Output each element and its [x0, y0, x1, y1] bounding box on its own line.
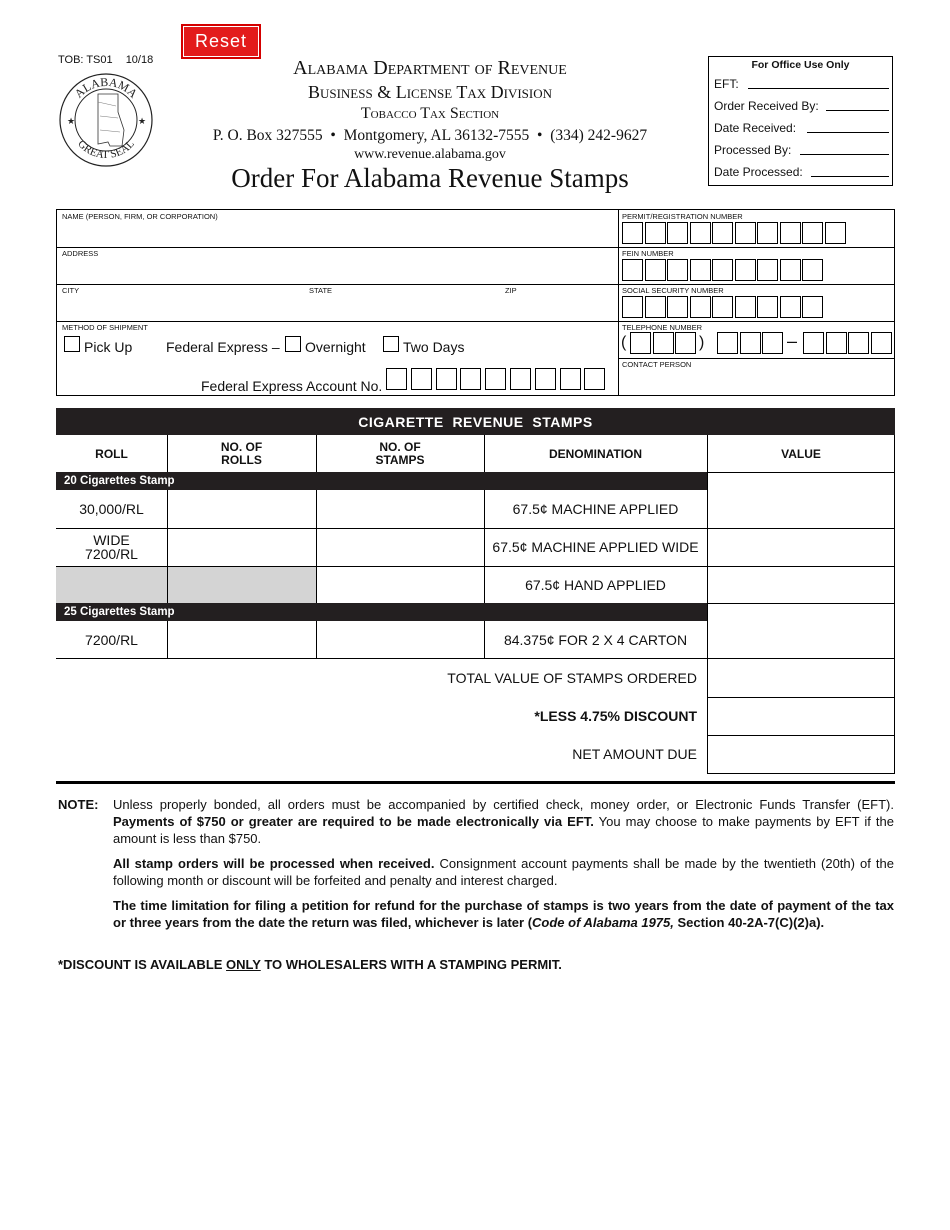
section-name: Tobacco Tax Section [360, 105, 500, 122]
fedex-account-label: Federal Express Account No. [201, 378, 383, 394]
pickup-label: Pick Up [84, 339, 133, 355]
divider [56, 781, 895, 784]
ssn-digit-box[interactable] [757, 296, 778, 318]
row1-value-input[interactable] [708, 473, 894, 528]
phone-line-digit-box[interactable] [871, 332, 892, 354]
svg-text:★: ★ [138, 116, 147, 126]
ssn-digit-box[interactable] [622, 296, 643, 318]
reset-button[interactable]: Reset [181, 24, 261, 59]
note-paragraph-3: The time limitation for filing a petition for refund for the purchase of stamps is two years from the date of payment of the tax or three years from the date the return was filed, whichever is later (Code of Alabama 1975, Section 40-2A-7(C)(2)a). [113, 898, 894, 930]
form-number: TOB: TS01 [58, 54, 113, 66]
row1-denomination: 67.5¢ MACHINE APPLIED [512, 501, 679, 517]
website: www.revenue.alabama.gov [354, 147, 506, 162]
permit-digit-box[interactable] [667, 222, 688, 244]
office-use-field [714, 77, 739, 91]
phone-area-digit-box[interactable] [653, 332, 674, 354]
total-value-label: TOTAL VALUE OF STAMPS ORDERED [447, 670, 697, 686]
permit-digit-box[interactable] [622, 222, 643, 244]
office-use-field [714, 99, 819, 113]
form-id [58, 54, 153, 66]
overnight-label: Overnight [305, 339, 366, 355]
seal-top-text: ALABAMA [71, 74, 141, 101]
phone-area-digit-box[interactable] [675, 332, 696, 354]
permit-digit-box[interactable] [757, 222, 778, 244]
fein-label: FEIN NUMBER [622, 249, 674, 258]
permit-digit-box[interactable] [690, 222, 711, 244]
col-value-header: VALUE [781, 446, 821, 461]
fedex-account-digit-box[interactable] [535, 368, 556, 390]
fein-digit-box[interactable] [712, 259, 733, 281]
fedex-account-digit-box[interactable] [485, 368, 506, 390]
state-label: STATE [309, 286, 333, 295]
row2-rolls-input[interactable] [168, 528, 316, 566]
two-days-label: Two Days [403, 339, 465, 355]
permit-digit-box[interactable] [712, 222, 733, 244]
net-due-input[interactable] [708, 736, 894, 773]
zip-label: ZIP [505, 286, 517, 295]
phone-prefix-digit-box[interactable] [762, 332, 783, 354]
row3-denomination: 67.5¢ HAND APPLIED [525, 576, 666, 593]
mailing-address: P. O. Box 327555 • Montgomery, AL 36132-7555 • (334) 242-9627 [212, 127, 648, 144]
ssn-digit-box[interactable] [645, 296, 666, 318]
office-use-field-line [748, 88, 889, 89]
office-use-box [708, 56, 893, 186]
fein-digit-box[interactable] [757, 259, 778, 281]
fein-digit-box[interactable] [667, 259, 688, 281]
department-name: Alabama Department of Revenue [293, 57, 567, 79]
fedex-account-digit-box[interactable] [436, 368, 457, 390]
fein-digit-box[interactable] [690, 259, 711, 281]
taxpayer-info-section [56, 209, 895, 396]
col-roll-header: ROLL [95, 446, 128, 461]
permit-digit-box[interactable] [825, 222, 846, 244]
city-input[interactable] [62, 296, 302, 318]
col-stamps-header: NO. OF STAMPS [375, 439, 425, 467]
phone-open-paren: ( [621, 334, 627, 351]
division-name: Business & License Tax Division [307, 82, 553, 102]
phone-label: TELEPHONE NUMBER [622, 323, 703, 332]
fedex-account-digit-box[interactable] [510, 368, 531, 390]
row2-stamps-input[interactable] [317, 528, 484, 566]
phone-dash: – [787, 331, 798, 351]
note-paragraph-2: All stamp orders will be processed when received. Consignment account payments shall be made by the twentieth (20th) of the following month or discount will be forfeited and penalty and interest charged. [113, 856, 894, 888]
svg-text:★: ★ [67, 116, 76, 126]
phone-line-digit-box[interactable] [826, 332, 847, 354]
row4-denomination: 84.375¢ FOR 2 X 4 CARTON [503, 631, 688, 648]
address-input[interactable] [62, 259, 612, 281]
group-25-cigarettes: 25 Cigarettes Stamp [56, 603, 707, 621]
phone-prefix-digit-box[interactable] [717, 332, 738, 354]
row3-value-input[interactable] [708, 566, 894, 603]
row4-value-input[interactable] [708, 603, 894, 658]
fein-digit-box[interactable] [780, 259, 801, 281]
row4-stamps-input[interactable] [317, 621, 484, 658]
ssn-label: SOCIAL SECURITY NUMBER [622, 286, 724, 295]
discount-notice: *DISCOUNT IS AVAILABLE ONLY TO WHOLESALERS WITH A STAMPING PERMIT. [58, 957, 562, 972]
office-use-field-line [811, 176, 889, 177]
fedex-account-digit-box[interactable] [411, 368, 432, 390]
zip-input[interactable] [505, 296, 613, 318]
fedex-account-digit-box[interactable] [386, 368, 407, 390]
permit-digit-box[interactable] [780, 222, 801, 244]
row2-roll: WIDE 7200/RL [85, 532, 138, 562]
page-title: Order For Alabama Revenue Stamps [231, 163, 629, 193]
note-label: NOTE: [58, 797, 99, 812]
ssn-digit-box[interactable] [690, 296, 711, 318]
name-label: NAME (PERSON, FIRM, OR CORPORATION) [62, 212, 218, 221]
discount-label: *LESS 4.75% DISCOUNT [534, 708, 697, 724]
form-revision-date: 10/18 [125, 54, 154, 66]
shipment-label: METHOD OF SHIPMENT [62, 323, 148, 332]
fedex-account-digit-box[interactable] [584, 368, 605, 390]
svg-text:GREAT SEAL [75, 138, 137, 161]
office-use-field-label: Processed By: [714, 143, 792, 157]
discount-input[interactable] [708, 698, 894, 735]
fedex-label: Federal Express – [166, 339, 280, 355]
phone-line-digit-box[interactable] [803, 332, 824, 354]
permit-digit-box[interactable] [645, 222, 666, 244]
alabama-great-seal [58, 72, 154, 168]
row4-rolls-input[interactable] [168, 621, 316, 658]
row2-value-input[interactable] [708, 528, 894, 566]
permit-label: PERMIT/REGISTRATION NUMBER [622, 212, 743, 221]
stamps-section-title: CIGARETTE REVENUE STAMPS [56, 408, 895, 435]
net-due-label: NET AMOUNT DUE [572, 746, 697, 762]
ssn-digit-box[interactable] [780, 296, 801, 318]
note-paragraph-1: Unless properly bonded, all orders must be accompanied by certified check, money order, or Electronic Funds Transfer (EFT). Payments of $750 or greater are required to be made electronically via EFT. You may choose to make payments by EFT if the amount is less than $750. [113, 797, 894, 846]
fein-digit-box[interactable] [802, 259, 823, 281]
row4-roll: 7200/RL [85, 631, 138, 648]
office-use-field-line [800, 154, 889, 155]
name-input[interactable] [62, 222, 612, 244]
office-use-field-label: Order Received By: [714, 99, 819, 113]
row1-roll: 30,000/RL [79, 501, 144, 517]
overnight-checkbox[interactable] [285, 336, 301, 352]
ssn-digit-box[interactable] [667, 296, 688, 318]
row2-denomination: 67.5¢ MACHINE APPLIED WIDE [492, 539, 699, 555]
phone-line-digit-box[interactable] [848, 332, 869, 354]
fein-digit-box[interactable] [735, 259, 756, 281]
group-20-cigarettes: 20 Cigarettes Stamp [56, 472, 707, 490]
phone-close-paren: ) [699, 334, 705, 351]
office-use-field [714, 165, 803, 179]
phone-area-digit-box[interactable] [630, 332, 651, 354]
svg-text:ALABAMA [72, 75, 141, 101]
permit-digit-box[interactable] [735, 222, 756, 244]
fein-digit-box[interactable] [645, 259, 666, 281]
office-use-field [714, 121, 796, 135]
two-days-checkbox[interactable] [383, 336, 399, 352]
ssn-digit-box[interactable] [802, 296, 823, 318]
office-use-field-line [807, 132, 889, 133]
seal-bottom-text: GREAT SEAL [75, 137, 137, 162]
address-label: ADDRESS [62, 249, 99, 258]
office-use-field [714, 143, 791, 157]
ssn-digit-box[interactable] [712, 296, 733, 318]
permit-digit-box[interactable] [802, 222, 823, 244]
row1-rolls-input[interactable] [168, 490, 316, 528]
row3-stamps-input[interactable] [317, 566, 484, 603]
office-use-title: For Office Use Only [751, 59, 850, 71]
office-use-field-label: Date Received: [714, 121, 797, 135]
city-label: CITY [62, 286, 80, 295]
office-use-field-line [826, 110, 889, 111]
state-input[interactable] [309, 296, 499, 318]
pickup-checkbox[interactable] [64, 336, 80, 352]
col-rolls-header: NO. OF ROLLS [220, 439, 263, 467]
total-value-input[interactable] [708, 659, 894, 697]
contact-input[interactable] [622, 370, 890, 392]
office-use-field-label: EFT: [714, 77, 739, 91]
fein-digit-box[interactable] [622, 259, 643, 281]
phone-prefix-digit-box[interactable] [740, 332, 761, 354]
ssn-digit-box[interactable] [735, 296, 756, 318]
fedex-account-digit-box[interactable] [460, 368, 481, 390]
row1-stamps-input[interactable] [317, 490, 484, 528]
col-denomination-header: DENOMINATION [548, 446, 643, 461]
fedex-account-digit-box[interactable] [560, 368, 581, 390]
contact-label: CONTACT PERSON [622, 360, 692, 369]
office-use-field-label: Date Processed: [714, 165, 803, 179]
